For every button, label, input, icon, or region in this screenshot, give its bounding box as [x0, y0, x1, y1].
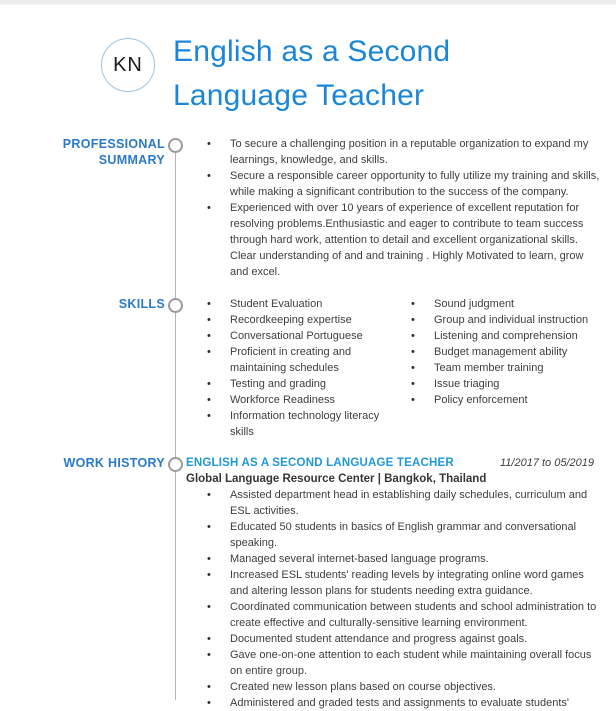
work-heading-column [0, 455, 165, 471]
skill-item: • Listening and comprehension [390, 328, 604, 344]
skill-item: • Issue triaging [390, 376, 604, 392]
employer-line: Global Language Resource Center | Bangkok, Thailand [186, 473, 487, 485]
skill-item: • Budget management ability [390, 344, 604, 360]
title-line-1: English as a Second [173, 35, 451, 68]
skills-grid [186, 296, 604, 440]
summary-item: • Experienced with over 10 years of experience of excellent reputation for resolving problems.Enthusiastic and eager to contribute to team success through hard work, attention to detail and excellent organizational skills. Clear understanding of and and training . Highly Motivated to learn, grow and excel. [186, 200, 604, 280]
avatar [101, 38, 155, 92]
work-duty-item: • Created new lesson plans based on course objectives. [186, 679, 604, 695]
skill-item: • Team member training [390, 360, 604, 376]
work-duty-item: • Gave one-on-one attention to each student while maintaining overall focus on entire group. [186, 647, 604, 679]
section-heading-work-history: WORK HISTORY [63, 456, 165, 470]
work-duty-item: • Managed several internet-based language programs. [186, 551, 604, 567]
work-duty-item: • Assisted department head in establishing daily schedules, curriculum and ESL activities. [186, 487, 604, 519]
avatar-initials: KN [113, 53, 143, 76]
work-duty-item: • Coordinated communication between students and school administration to create effective and culturally-sensitive learning environment. [186, 599, 604, 631]
title-line-2: Language Teacher [173, 79, 425, 112]
skills-heading-column [0, 296, 165, 312]
timeline-node-icon [168, 138, 183, 153]
skills-list-left [186, 296, 390, 440]
work-duty-item: • Increased ESL students' reading levels by integrating online word games and altering lesson plans for students needing extra guidance. [186, 567, 604, 599]
summary-heading-column [0, 136, 165, 168]
skills-content [186, 296, 604, 440]
skill-item: • Recordkeeping expertise [186, 312, 390, 328]
section-skills [0, 296, 616, 440]
skill-item: • Conversational Portuguese [186, 328, 390, 344]
work-content [186, 455, 604, 711]
skill-item: • Testing and grading [186, 376, 390, 392]
resume-header [0, 0, 616, 136]
skill-item: • Student Evaluation [186, 296, 390, 312]
work-duties-list [186, 487, 604, 711]
job-dates: 11/2017 to 05/2019 [500, 457, 594, 469]
skills-list-right [390, 296, 604, 440]
work-duty-item: • Administered and graded tests and assignments to evaluate students' [186, 695, 604, 711]
section-heading-professional-summary: PROFESSIONAL SUMMARY [62, 137, 165, 167]
work-duty-item: • Educated 50 students in basics of English grammar and conversational speaking. [186, 519, 604, 551]
work-duty-item: • Documented student attendance and progress against goals. [186, 631, 604, 647]
page-title [173, 30, 450, 136]
section-professional-summary [0, 136, 616, 280]
section-heading-skills: SKILLS [118, 297, 165, 311]
summary-item: • To secure a challenging position in a reputable organization to expand my learnings, knowledge, and skills. [186, 136, 604, 168]
skill-item: • Workforce Readiness [186, 392, 390, 408]
timeline-node-icon [168, 457, 183, 472]
summary-item: • Secure a responsible career opportunity to fully utilize my training and skills, while making a significant contribution to the success of the company. [186, 168, 604, 200]
skill-item: • Proficient in creating and maintaining schedules [186, 344, 390, 376]
skill-item: • Policy enforcement [390, 392, 604, 408]
skill-item: • Sound judgment [390, 296, 604, 312]
summary-list [186, 136, 604, 280]
skills-timeline-column [165, 296, 186, 313]
section-work-history [0, 455, 616, 711]
skill-item: • Information technology literacy skills [186, 408, 390, 440]
work-timeline-column [165, 455, 186, 472]
summary-timeline-column [165, 136, 186, 153]
skill-item: • Group and individual instruction [390, 312, 604, 328]
top-border [0, 0, 616, 5]
summary-content [186, 136, 604, 280]
job-title-row [186, 455, 604, 471]
job-title: ENGLISH AS A SECOND LANGUAGE TEACHER [186, 457, 454, 469]
timeline-node-icon [168, 298, 183, 313]
